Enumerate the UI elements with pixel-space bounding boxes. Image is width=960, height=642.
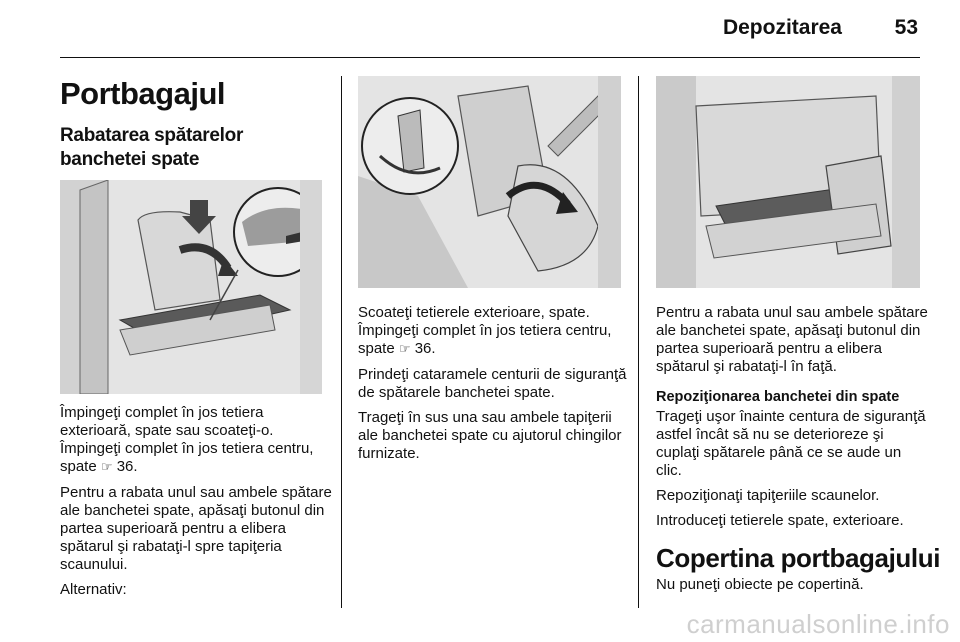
- illustration-seat-fold: [60, 180, 322, 394]
- column-divider-1: [341, 76, 342, 608]
- col2-text: [358, 304, 630, 470]
- col3-text: [656, 304, 928, 537]
- section-subtitle: Rabatarea spătarelor banchetei spate: [60, 125, 244, 170]
- col3-paragraph-3: Repoziţionaţi tapiţeriile scaunelor.: [656, 487, 880, 504]
- page-ref-icon: ☞: [398, 342, 411, 357]
- col3-paragraph-5: Nu puneţi obiecte pe copertină.: [656, 576, 864, 593]
- col2-paragraph-2: Prindeţi cataramele centurii de siguranţă de spătarele banchetei spate.: [358, 366, 627, 401]
- col1-text: [60, 404, 332, 606]
- col3-paragraph-4: Introduceţi tetierele spate, exterioare.: [656, 512, 904, 529]
- page-ref-icon: ☞: [100, 460, 113, 475]
- page-header-title: Depozitarea: [722, 16, 842, 39]
- col3-paragraph-1: Pentru a rabata unul sau ambele spătare ale banchetei spate, apăsaţi butonul din partea superioară pentru a elibera spătarul şi rabataţi-l în faţă.: [656, 304, 928, 375]
- watermark: carmanualsonline.info: [686, 609, 950, 639]
- header-rule: [60, 57, 920, 58]
- page-number: 53: [894, 16, 918, 39]
- section-title-cover: Copertina portbagajului: [656, 543, 941, 573]
- col3-subheading: Repoziţionarea banchetei din spate: [656, 389, 900, 405]
- illustration-headrest-removal: [358, 76, 621, 288]
- col1-paragraph-1: Împingeţi complet în jos tetiera exterioară, spate sau scoateţi-o. Împingeţi complet în jos tetiera centru, spate ☞ 36.: [60, 404, 314, 475]
- illustration-seat-folded: [656, 76, 920, 288]
- col3-paragraph-2: Trageţi uşor înainte centura de siguranţă astfel încât să nu se deterioreze şi cuplaţi spătarele până ce se aude un clic.: [656, 408, 926, 479]
- col1-paragraph-3: Alternativ:: [60, 581, 127, 598]
- column-divider-2: [638, 76, 639, 608]
- col1-paragraph-2: Pentru a rabata unul sau ambele spătare ale banchetei spate, apăsaţi butonul din partea superioară pentru a elibera spătarul şi rabataţi-l spre tapiţeria scaunului.: [60, 484, 332, 573]
- col2-paragraph-1: Scoateţi tetierele exterioare, spate. Împingeţi complet în jos tetiera centru, spate ☞ 36.: [358, 304, 612, 357]
- section-title: Portbagajul: [60, 76, 226, 111]
- col2-paragraph-3: Trageţi în sus una sau ambele tapiţerii ale banchetei spate cu ajutorul chingilor furnizate.: [358, 409, 622, 462]
